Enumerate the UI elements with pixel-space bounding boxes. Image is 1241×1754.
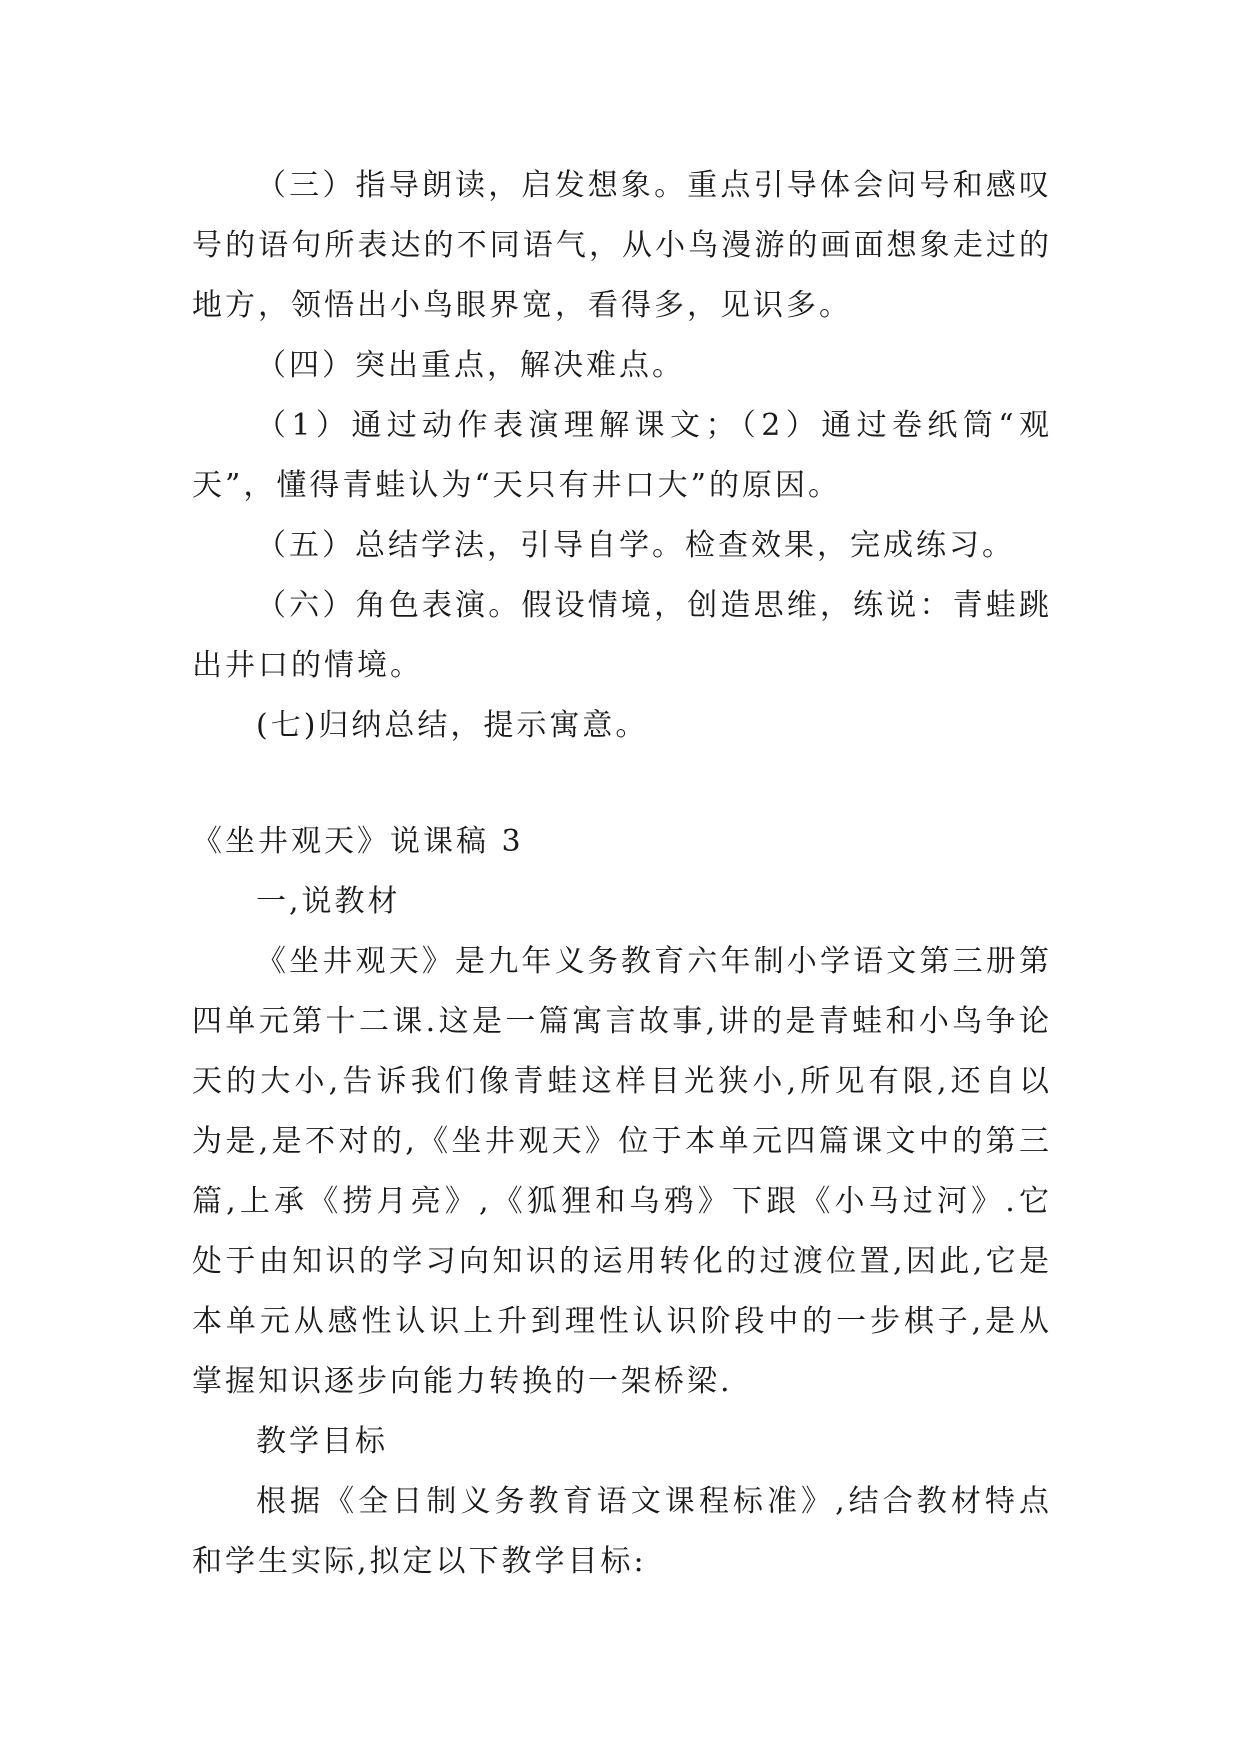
paragraph-step-6: （六）角色表演。假设情境，创造思维，练说：青蛙跳出井口的情境。	[192, 588, 1052, 683]
paragraph-step-4: （四）突出重点，解决难点。	[256, 348, 685, 383]
paragraph-step-3: （三）指导朗读，启发想象。重点引导体会问号和感叹号的语句所表达的不同语气，从小鸟漫游的画面想象走过的地方，领悟出小鸟眼界宽，看得多，见识多。	[192, 168, 1052, 323]
section-title: 《坐井观天》说课稿 3	[192, 824, 524, 859]
heading-textbook: 一,说教材	[256, 884, 401, 919]
document-body	[192, 156, 1052, 1592]
paragraph-teaching-goals: 根据《全日制义务教育语文课程标准》,结合教材特点和学生实际,拟定以下教学目标:	[192, 1484, 1052, 1579]
paragraph-step-7: (七)归纳总结，提示寓意。	[256, 708, 649, 743]
heading-teaching-goals: 教学目标	[256, 1424, 388, 1459]
paragraph-step-5: （五）总结学法，引导自学。检查效果，完成练习。	[256, 528, 1015, 563]
paragraph-step-4-detail: （1）通过动作表演理解课文；（2）通过卷纸筒“观天”，懂得青蛙认为“天只有井口大”的原因。	[192, 408, 1052, 503]
paragraph-textbook: 《坐井观天》是九年义务教育六年制小学语文第三册第四单元第十二课.这是一篇寓言故事,讲的是青蛙和小鸟争论天的大小,告诉我们像青蛙这样目光狭小,所见有限,还自以为是,是不对的,《坐井观天》位于本单元四篇课文中的第三篇,上承《捞月亮》,《狐狸和乌鸦》下跟《小马过河》.它处于由知识的学习向知识的运用转化的过渡位置,因此,它是本单元从感性认识上升到理性认识阶段中的一步棋子,是从掌握知识逐步向能力转换的一架桥梁.	[192, 944, 1052, 1399]
